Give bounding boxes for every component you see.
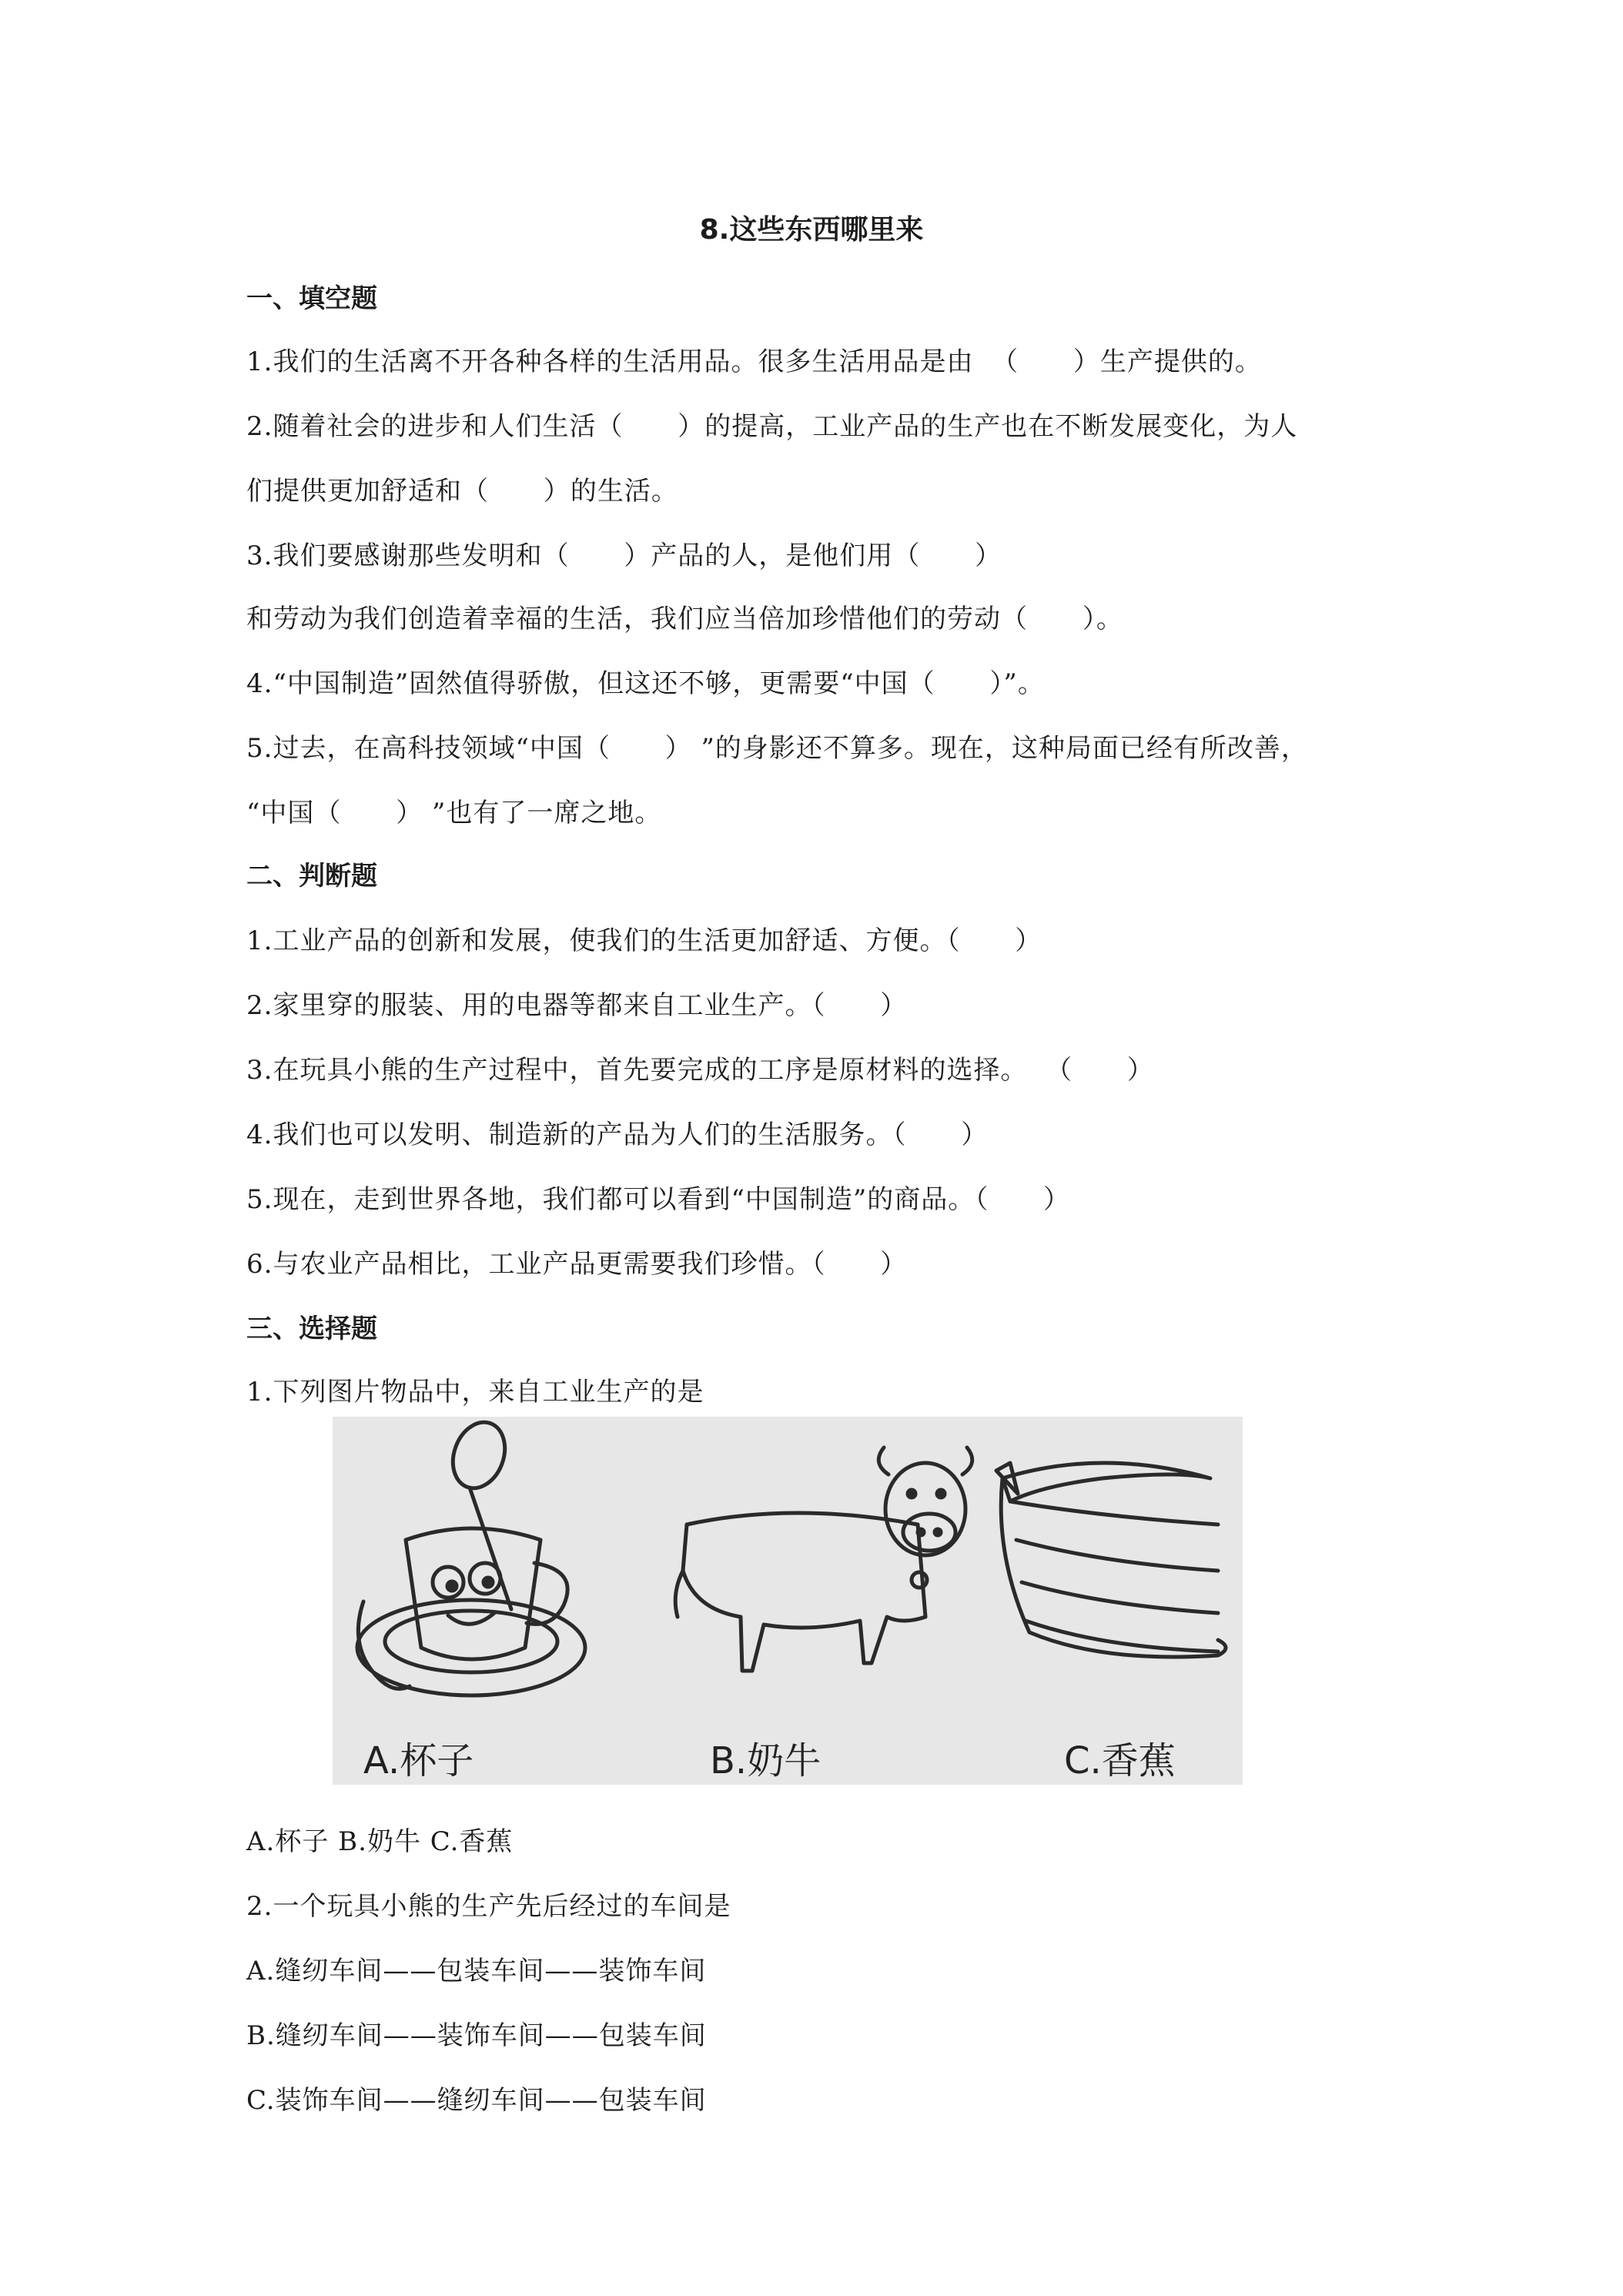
choice-question-2: 2.一个玩具小熊的生产先后经过的车间是 [246, 1891, 731, 1922]
fill-question-2-cont: 们提供更加舒适和（ ）的生活。 [246, 476, 678, 507]
judge-question-1: 1.工业产品的创新和发展，使我们的生活更加舒适、方便。（ ） [246, 925, 1042, 956]
banana-drawing [996, 1463, 1226, 1657]
judge-question-3: 3.在玩具小熊的生产过程中，首先要完成的工序是原材料的选择。 （ ） [246, 1055, 1154, 1086]
fill-question-1: 1.我们的生活离不开各种各样的生活用品。很多生活用品是由 （ ）生产提供的。 [246, 346, 1262, 377]
fill-question-2: 2.随着社会的进步和人们生活（ ）的提高，工业产品的生产也在不断发展变化，为人 [246, 411, 1298, 442]
fill-question-3-cont: 和劳动为我们创造着幸福的生活，我们应当倍加珍惜他们的劳动（ ）。 [246, 604, 1123, 634]
cow-drawing [675, 1448, 972, 1671]
figure-label-c: C.香蕉 [1064, 1739, 1176, 1782]
choice-question-2-option-a: A.缝纫车间——包装车间——装饰车间 [246, 1956, 707, 1986]
fill-question-4: 4.“中国制造”固然值得骄傲，但这还不够，更需要“中国（ ）”。 [246, 668, 1045, 699]
choice-question-2-option-b: B.缝纫车间——装饰车间——包装车间 [246, 2020, 707, 2051]
section-fill-in-blank: 一、填空题 [246, 283, 377, 314]
fill-question-5-cont: “中国（ ） ”也有了一席之地。 [246, 798, 662, 828]
judge-question-5: 5.现在，走到世界各地，我们都可以看到“中国制造”的商品。（ ） [246, 1184, 1071, 1215]
section-multiple-choice: 三、选择题 [246, 1314, 377, 1344]
fill-question-3: 3.我们要感谢那些发明和（ ）产品的人，是他们用（ ） [246, 541, 1002, 571]
figure-label-b: B.奶牛 [710, 1739, 822, 1782]
choice-question-2-option-c: C.装饰车间——缝纫车间——包装车间 [246, 2085, 707, 2116]
figure-drawings [333, 1417, 1243, 1785]
figure-label-a: A.杯子 [363, 1739, 474, 1782]
section-true-false: 二、判断题 [246, 861, 377, 892]
question-1-figure [333, 1417, 1243, 1785]
cup-drawing [357, 1417, 585, 1695]
judge-question-6: 6.与农业产品相比，工业产品更需要我们珍惜。（ ） [246, 1249, 908, 1280]
choice-question-1-options: A.杯子 B.奶牛 C.香蕉 [246, 1826, 514, 1857]
page-title: 8.这些东西哪里来 [699, 214, 924, 246]
judge-question-4: 4.我们也可以发明、制造新的产品为人们的生活服务。（ ） [246, 1120, 989, 1150]
choice-question-1: 1.下列图片物品中，来自工业生产的是 [246, 1377, 704, 1407]
fill-question-5: 5.过去，在高科技领域“中国（ ） ”的身影还不算多。现在，这种局面已经有所改善， [246, 733, 1308, 764]
judge-question-2: 2.家里穿的服装、用的电器等都来自工业生产。（ ） [246, 990, 908, 1021]
